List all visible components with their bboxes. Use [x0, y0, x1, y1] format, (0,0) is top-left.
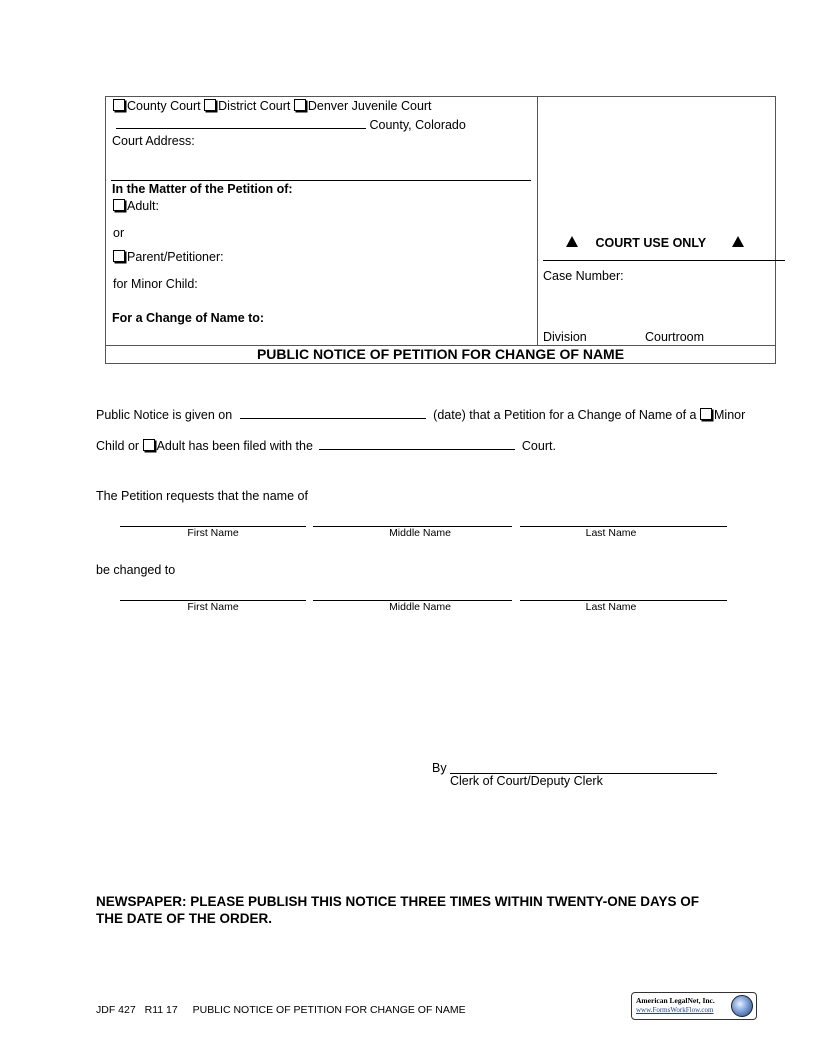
- newspaper-instruction-line-2: THE DATE OF THE ORDER.: [96, 911, 273, 926]
- court-name-field[interactable]: [319, 438, 515, 450]
- current-first-name-label: First Name: [187, 527, 239, 539]
- globe-icon: [731, 995, 753, 1017]
- or-label: or: [113, 226, 125, 240]
- adult-filed-text: Adult has been filed with the: [156, 439, 313, 453]
- case-number-label: Case Number:: [543, 269, 624, 283]
- caption-divider-vertical: [537, 97, 538, 346]
- triangle-up-icon: [732, 236, 744, 247]
- form-id: JDF 427: [96, 1004, 136, 1016]
- adult-label: Adult:: [127, 199, 159, 213]
- notice-date-field[interactable]: [240, 407, 426, 419]
- county-row: [116, 117, 466, 132]
- court-use-only-header: [566, 236, 744, 250]
- county-name-field[interactable]: [116, 117, 366, 129]
- minor-label: Minor: [714, 408, 746, 422]
- court-address-label: Court Address:: [112, 134, 195, 148]
- by-label: By: [432, 761, 447, 775]
- new-middle-name-label: Middle Name: [389, 601, 451, 613]
- current-last-name-label: Last Name: [585, 527, 637, 539]
- county-suffix: County, Colorado: [369, 118, 466, 132]
- adult-row: [113, 199, 159, 213]
- change-of-name-label: For a Change of Name to:: [112, 311, 265, 325]
- minor-child-checkbox[interactable]: [700, 408, 712, 420]
- new-first-name-label: First Name: [187, 601, 239, 613]
- footer: [96, 1004, 466, 1016]
- clerk-label: Clerk of Court/Deputy Clerk: [450, 774, 603, 788]
- courtroom-label: Courtroom: [645, 330, 705, 344]
- minor-child-label: for Minor Child:: [113, 277, 198, 291]
- notice-line-1: [96, 407, 745, 422]
- notice-line-2: [96, 438, 556, 453]
- court-use-only-label: COURT USE ONLY: [595, 236, 707, 250]
- denver-juvenile-court-checkbox[interactable]: [294, 99, 306, 111]
- logo-website-link[interactable]: www.FormsWorkFlow.com: [636, 1006, 714, 1014]
- american-legalnet-logo[interactable]: [631, 992, 757, 1020]
- parent-row: [113, 250, 224, 264]
- denver-juvenile-court-label: Denver Juvenile Court: [307, 99, 432, 113]
- petition-requests-text: The Petition requests that the name of: [96, 489, 308, 503]
- parent-petitioner-label: Parent/Petitioner:: [127, 250, 224, 264]
- child-or-text: Child or: [96, 439, 140, 453]
- form-revision: R11 17: [144, 1004, 178, 1016]
- form-title: PUBLIC NOTICE OF PETITION FOR CHANGE OF NAME: [192, 1004, 466, 1016]
- notice-given-text: Public Notice is given on: [96, 408, 233, 422]
- district-court-checkbox[interactable]: [204, 99, 216, 111]
- parent-petitioner-checkbox[interactable]: [113, 250, 125, 262]
- document-title: PUBLIC NOTICE OF PETITION FOR CHANGE OF NAME: [256, 346, 625, 362]
- adult-notice-checkbox[interactable]: [143, 439, 155, 451]
- be-changed-to-text: be changed to: [96, 563, 176, 577]
- adult-checkbox[interactable]: [113, 199, 125, 211]
- court-type-row: [113, 99, 432, 113]
- division-label: Division: [543, 330, 587, 344]
- district-court-label: District Court: [218, 99, 291, 113]
- current-middle-name-label: Middle Name: [389, 527, 451, 539]
- triangle-up-icon: [566, 236, 578, 247]
- court-use-separator: [543, 260, 785, 261]
- court-text: Court.: [521, 439, 556, 453]
- court-address-line[interactable]: [111, 180, 531, 181]
- county-court-label: County Court: [127, 99, 201, 113]
- new-last-name-label: Last Name: [585, 601, 637, 613]
- county-court-checkbox[interactable]: [113, 99, 125, 111]
- newspaper-instruction-line-1: NEWSPAPER: PLEASE PUBLISH THIS NOTICE THREE TIMES WITHIN TWENTY-ONE DAYS OF: [96, 894, 700, 909]
- notice-petition-text: (date) that a Petition for a Change of Name of a: [433, 408, 697, 422]
- logo-company-name: American LegalNet, Inc.: [636, 996, 715, 1005]
- matter-label: In the Matter of the Petition of:: [112, 182, 293, 196]
